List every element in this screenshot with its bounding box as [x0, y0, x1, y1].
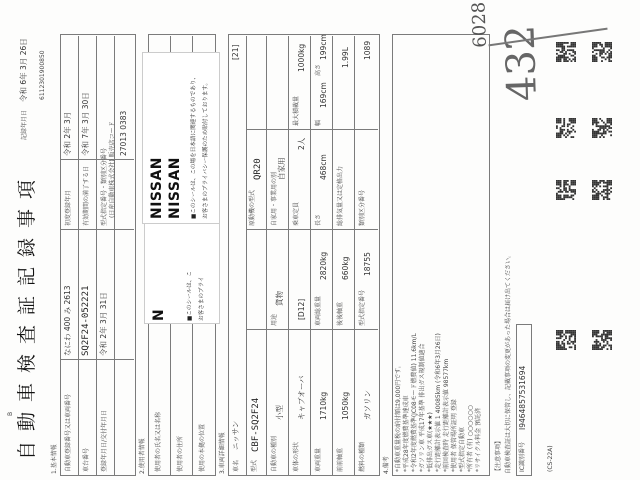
serial-number: 6112301900850	[39, 50, 46, 100]
chassis-number: SQ2F24-052221	[81, 285, 91, 356]
user-name-label: 使用者の氏名又は名称	[155, 411, 162, 472]
max-load-label: 最大積載量	[293, 95, 300, 126]
section-remarks: 4.備考	[383, 456, 390, 474]
gross-label: 車両総重量	[315, 295, 322, 326]
qr-mid-1	[556, 118, 576, 138]
id-label: IC識別番号	[519, 442, 526, 472]
kind-label: 自動車の種別	[271, 435, 278, 472]
capacity-value: 2人	[297, 137, 306, 150]
qr-mid-4	[592, 180, 612, 200]
form-mark: B	[7, 411, 14, 416]
privacy-sticker	[142, 52, 220, 224]
sticker-note-2: お客さまのプライバシー保護のため貼付しております。	[203, 79, 209, 219]
remark-line: *自動車重量税の納付額は9,000円です。	[395, 362, 402, 472]
width-label: 幅	[315, 119, 322, 126]
height-label: 高さ	[315, 63, 322, 76]
handwritten-number: 6028	[468, 1, 491, 49]
expiry-label: 有効期間の満了する日	[83, 165, 90, 226]
form-code: (CS-22A)	[547, 445, 554, 472]
fuel-label: 燃料の種類	[359, 441, 366, 472]
remark-line: *ガソリン車 平成17年基準 排出ガス規制値適合	[419, 343, 426, 472]
rear-axle-value: 660kg	[341, 256, 350, 280]
private-value: 自家用	[277, 157, 286, 180]
remark-line: *低排出ガス車(★★★)	[427, 412, 434, 472]
qr-bottom-2	[592, 330, 612, 350]
remark-line: *型式指定自動車	[459, 426, 466, 472]
section-vehicle: 3.車両詳細情報	[219, 432, 226, 474]
remark-line: *使用者 保管場所証明 登録	[451, 399, 458, 472]
capacity-label: 乗車定員	[293, 201, 300, 226]
model-code: 27013 0383	[119, 110, 128, 156]
model-code-label: 型式指定番号・類別区分番号	[101, 147, 108, 226]
engine-label: 原動機の型式	[249, 189, 256, 226]
class-label: 類別区分番号	[359, 189, 366, 226]
front-axle-label: 前前軸重	[337, 447, 344, 472]
qr-top-2	[592, 42, 612, 62]
remark-line: *所有者 (有) ○○○○○○	[467, 405, 474, 472]
qr-mid-3	[556, 180, 576, 200]
nissan-logo-2: NISSAN	[167, 156, 183, 219]
base-location-label: 使用の本拠の位置	[199, 423, 206, 472]
maker-code: [21]	[231, 44, 240, 60]
qr-top-1	[556, 42, 576, 62]
weight-value: 1710kg	[319, 391, 328, 420]
partial-note-2: お客さまのプライ	[199, 276, 205, 321]
gross-value: 2820kg	[319, 251, 328, 280]
front-axle-value: 1050kg	[341, 391, 350, 420]
id-number: I9464857531694	[518, 365, 527, 430]
remark-line: *前回検査時 走行距離計表示値 98577km	[443, 358, 450, 472]
section-basic: 1.基本情報	[51, 444, 58, 474]
nissan-logo-partial: N	[151, 309, 167, 321]
section-user: 2.使用者情報	[139, 438, 146, 474]
displacement-label: 総排気量又は定格出力	[337, 165, 344, 226]
type-number-value: 18755	[363, 252, 372, 276]
type-value: CBF-SQ2F24	[251, 397, 261, 452]
document-title: 自動車検査証記録事項	[16, 169, 38, 460]
engine-value: QR20	[253, 158, 263, 180]
type-number-label: 型式指定番号	[359, 289, 366, 326]
max-load-value: 1000kg	[297, 43, 306, 72]
class-value: 1089	[363, 40, 372, 60]
registration-date-label: 登録年月日/交付年月日	[101, 409, 108, 472]
length-label: 長さ	[315, 213, 322, 226]
remark-line: *走行距離計表示値 1 40085km (令和6年3月26日)	[435, 333, 442, 472]
user-address-label: 使用者の住所	[177, 435, 184, 472]
registration-label: 自動車登録番号又は車両番号	[65, 393, 72, 472]
private-label: 自家用・事業用の別	[271, 171, 278, 226]
registration-number: なにわ 400 み 2613	[63, 285, 72, 356]
notes-text: 自動車検査証は大切に保管し、記載事項の変更があった場合は届け出てください。	[505, 252, 512, 474]
chassis-label: 車台番号	[83, 447, 90, 472]
body-code: [D12]	[297, 298, 306, 320]
record-date: 令和 6年 3月 26日	[19, 38, 28, 102]
rear-axle-label: 後後軸重	[337, 301, 344, 326]
first-registration: 令和 2年 3月	[63, 111, 72, 156]
height-value: 199cm	[319, 34, 328, 60]
width-value: 169cm	[319, 82, 328, 108]
weight-label: 車両重量	[315, 447, 322, 472]
body-label: 車体の形状	[293, 441, 300, 472]
registration-date: 令和 2年 3月 31日	[99, 292, 108, 356]
partial-note-1: ■このシールは、こ	[187, 271, 193, 321]
fuel-value: ガソリン	[363, 390, 372, 420]
body-value: キャブオーバ	[297, 375, 306, 420]
use-label: 用途	[271, 313, 278, 326]
length-value: 468cm	[319, 154, 328, 180]
remark-line: *令和2年度燃費基準(JC08モード燃費値) 11.6km/L	[411, 333, 418, 472]
sticker-note-1: ■このシールは、この場を日本語に関連するものであり、	[191, 73, 197, 219]
privacy-sticker-partial	[144, 222, 220, 324]
handwritten-big-number: 432	[497, 24, 546, 102]
nissan-logo: NISSAN	[149, 156, 165, 219]
first-registration-label: 初度登録年月	[65, 189, 72, 226]
dealer-code-note: (日産自動車株式会社) 販売店コード	[109, 121, 116, 218]
displacement-value: 1.99L	[341, 47, 350, 68]
expiry-date: 令和 7年 3月 30日	[81, 92, 90, 156]
remark-line: *リサイクル料金 預託済	[475, 407, 482, 472]
maker-value: ニッサン	[231, 420, 240, 450]
use-value: 貨物	[275, 291, 284, 306]
remark-line: *平成28年度燃費基準達成車	[403, 395, 410, 472]
type-label: 型式	[251, 459, 258, 472]
qr-bottom-1	[556, 330, 576, 350]
record-date-label: 記録年月日	[21, 109, 28, 140]
maker-label: 車名	[233, 459, 240, 472]
kind-value: 小型	[275, 405, 284, 420]
qr-mid-2	[592, 118, 612, 138]
notes-heading: 【注意事項】	[495, 437, 502, 474]
